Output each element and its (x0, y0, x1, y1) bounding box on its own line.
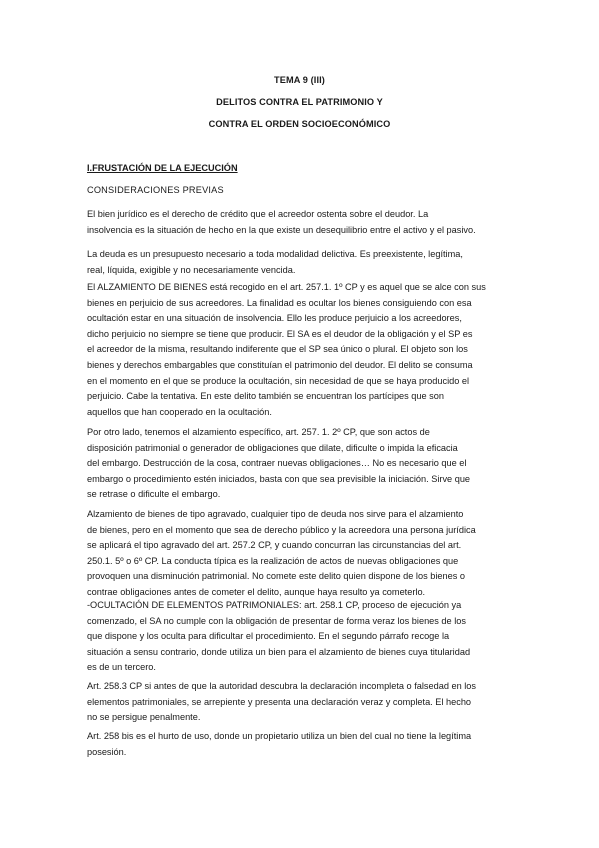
paragraph-line: contrae obligaciones antes de cometer el delito, aunque haya resulto ya cometerlo. (87, 586, 426, 597)
paragraph-line: elementos patrimoniales, se arrepiente y presenta una declaración veraz y completa. El hecho (87, 696, 472, 707)
paragraph-7 (87, 679, 517, 726)
paragraph-line: Art. 258 bis es el hurto de uso, donde un propietario utiliza un bien del cual no tiene la legítima (87, 731, 472, 741)
paragraph-line: se aplicará el tipo agravado del art. 257.2 CP, y cuando concurran las circunstancias del art. (87, 540, 462, 551)
paragraph-line: Por otro lado, tenemos el alzamiento específico, art. 257. 1. 2º CP, que son actos de (87, 427, 430, 437)
paragraph-line: El ALZAMIENTO DE BIENES está recogido en el art. 257.1. 1º CP y es aquel que se alce con sus (87, 282, 486, 292)
paragraph-line: no se persigue penalmente. (87, 712, 201, 723)
paragraph-line: La deuda es un presupuesto necesario a toda modalidad delictiva. Es preexistente, legítima, (87, 249, 463, 259)
paragraph-5 (87, 507, 517, 601)
paragraph-line: ocultación estar en una situación de insolvencia. Ello les produce perjuicio a los acreedores, (87, 313, 462, 324)
paragraph-line: -OCULTACIÓN DE ELEMENTOS PATRIMONIALES: art. 258.1 CP, proceso de ejecución ya (87, 600, 462, 610)
paragraph-line: bienes en perjuicio de sus acreedores. La finalidad es ocultar los bienes consiguiendo con esa (87, 297, 472, 308)
topic-number: TEMA 9 (III) (274, 75, 325, 85)
paragraph-line: disposición patrimonial o generador de obligaciones que dilate, dificulte o impida la eficacia (87, 442, 458, 453)
paragraph-line: del embargo. Destrucción de la cosa, contraer nuevas obligaciones… No es necesario que el (87, 458, 467, 469)
paragraph-line: El bien jurídico es el derecho de crédito que el acreedor ostenta sobre el deudor. La (87, 209, 429, 219)
subheading: CONSIDERACIONES PREVIAS (87, 185, 224, 195)
paragraph-line: se retrase o dificulte el embargo. (87, 489, 221, 500)
paragraph-line: el acreedor de la misma, resultando indiferente que el SP sea único o plural. El objeto son los (87, 344, 468, 355)
paragraph-line: es de un tercero. (87, 662, 156, 673)
section-heading: I.FRUSTACIÓN DE LA EJECUCIÓN (87, 163, 238, 173)
paragraph-line: que dispone y los oculta para dificultar el procedimiento. En el segundo párrafo recoge la (87, 631, 450, 642)
paragraph-line: perjuicio. Cabe la tentativa. En este delito también se encuentran los partícipes que son (87, 391, 444, 402)
paragraph-line: aquellos que han cooperado en la ocultación. (87, 406, 272, 417)
title-line-2: CONTRA EL ORDEN SOCIOECONÓMICO (208, 119, 391, 129)
paragraph-1 (87, 207, 517, 238)
paragraph-4 (87, 425, 517, 503)
paragraph-line: situación a sensu contrario, donde utiliza un bien para el alzamiento de bienes cuya titularidad (87, 646, 471, 657)
paragraph-line: Alzamiento de bienes de tipo agravado, cualquier tipo de deuda nos sirve para el alzamiento (87, 509, 464, 519)
paragraph-line: en el momento en el que se produce la ocultación, sin necesidad de que se haya producido el (87, 375, 470, 386)
paragraph-2 (87, 247, 517, 278)
paragraph-line: real, líquida, exigible y no necesariamente vencida. (87, 264, 296, 275)
paragraph-line: insolvencia es la situación de hecho en la que existe un desequilibrio entre el activo y el pasivo. (87, 224, 476, 235)
paragraph-line: dicho perjuicio no siempre se tiene que producir. El SA es el deudor de la obligación y el SP es (87, 328, 473, 339)
title-line-1: DELITOS CONTRA EL PATRIMONIO Y (216, 97, 383, 107)
paragraph-line: provoquen una disminución patrimonial. No comete este delito quien dispone de los bienes o (87, 571, 465, 582)
paragraph-line: embargo o procedimiento estén iniciados, basta con que sea previsible la iniciación. Sirve que (87, 473, 471, 484)
paragraph-line: Art. 258.3 CP si antes de que la autoridad descubra la declaración incompleta o falsedad en los (87, 681, 477, 691)
paragraph-8 (87, 729, 517, 760)
paragraph-6 (87, 598, 517, 676)
paragraph-3 (87, 280, 517, 420)
paragraph-line: 250.1. 5º o 6º CP. La conducta típica es la realización de actos de nuevas obligaciones que (87, 555, 459, 566)
paragraph-line: posesión. (87, 746, 127, 757)
paragraph-line: de bienes, pero en el momento que sea de derecho público y la acreedora una persona jurídica (87, 524, 476, 535)
paragraph-line: bienes y derechos embargables que constituían el patrimonio del deudor. El delito se consuma (87, 359, 473, 370)
paragraph-line: comenzado, el SA no cumple con la obligación de presentar de forma veraz los bienes de los (87, 615, 466, 626)
